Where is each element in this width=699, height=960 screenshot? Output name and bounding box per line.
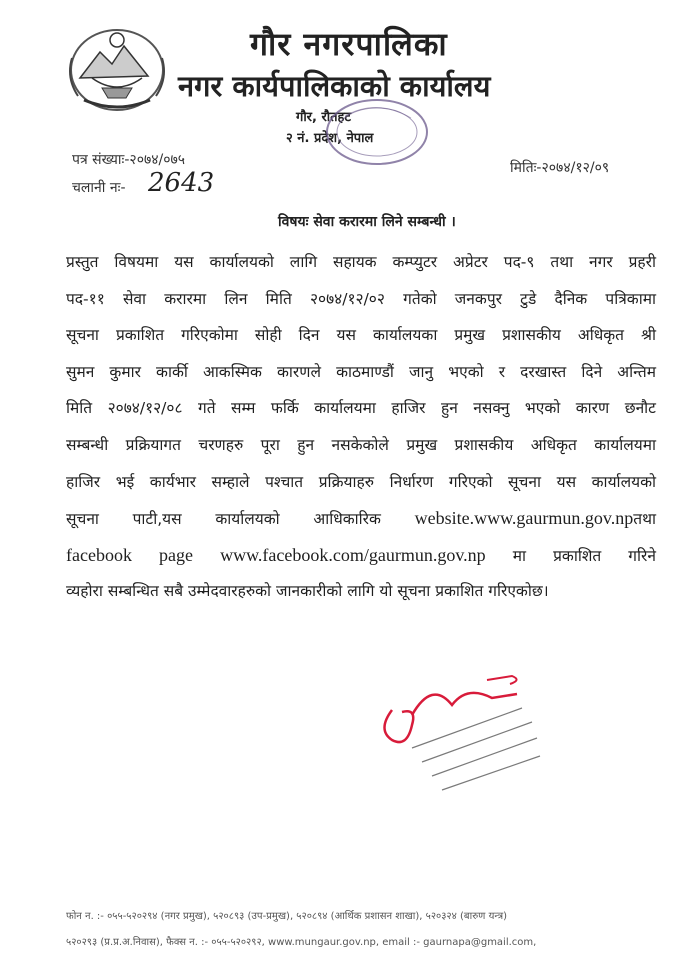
body-line: सुमन कुमार कार्की आकस्मिक कारणले काठमाण्डौं जानु भएको र दरखास्त दिने अन्तिम — [66, 362, 656, 381]
municipality-title: गौर नगरपालिका — [250, 25, 448, 63]
dispatch-number: 2643 — [148, 168, 215, 198]
body-line: प्रस्तुत विषयमा यस कार्यालयको लागि सहायक कम्प्युटर अप्रेटर पद-९ तथा नगर प्रहरी — [66, 253, 656, 271]
office-stamp — [305, 96, 435, 168]
nepal-emblem-icon — [62, 18, 172, 116]
body-line: facebook page www.facebook.com/gaurmun.gov.np मा प्रकाशित गरिने — [66, 544, 656, 565]
dispatch-label: चलानी नः- — [72, 180, 126, 196]
letter-number: पत्र संख्याः-२०७४/०७५ — [72, 152, 186, 168]
body-line: सूचना पाटी,यस कार्यालयको आधिकारिक website.www.gaurmun.gov.npतथा — [66, 508, 656, 529]
body-line: मिति २०७४/१२/०८ गते सम्म फर्कि कार्यालयमा हाजिर हुन नसक्नु भएको कारण छनौट — [66, 399, 656, 418]
body-line: व्यहोरा सम्बन्धित सबै उम्मेदवारहरुको जानकारीको लागि यो सूचना प्रकाशित गरिएकोछ। — [66, 582, 549, 601]
office-location: गौर, रौतहट — [296, 110, 352, 125]
letter-date: मितिः-२०७४/१२/०९ — [510, 160, 610, 176]
office-province: २ नं. प्रदेश, नेपाल — [286, 131, 374, 146]
office-title: नगर कार्यपालिकाको कार्यालय — [178, 69, 491, 103]
body-line: सूचना प्रकाशित गरिएकोमा सोही दिन यस कार्यालयका प्रमुख प्रशासकीय अधिकृत श्री — [66, 326, 656, 345]
body-line: सम्बन्धी प्रक्रियागत चरणहरु पूरा हुन नसकेकोले प्रमुख प्रशासकीय अधिकृत कार्यालयमा — [66, 435, 656, 454]
body-line: हाजिर भई कार्यभार सम्हाले पश्चात प्रक्रियाहरु निर्धारण गरिएको सूचना यस कार्यालयको — [66, 472, 656, 491]
letter-subject: विषयः सेवा करारमा लिने सम्बन्धी । — [278, 214, 456, 230]
footer-contact-web: ५२०२९३ (प्र.प्र.अ.निवास), फैक्स न. :- ०५५-५२०२९२, www.mungaur.gov.np, email :- gaurnapa@gmail.com, — [66, 937, 537, 948]
signature — [372, 670, 542, 800]
body-line: पद-११ सेवा करारमा लिन मिति २०७४/१२/०२ गतेको जनकपुर टुडे दैनिक पत्रिकामा — [66, 289, 656, 308]
letter-body — [66, 244, 656, 610]
footer-contact-phones: फोन न. :- ०५५-५२०२९४ (नगर प्रमुख), ५२०८९३ (उप-प्रमुख), ५२०८९४ (आर्थिक प्रशासन शाखा), ५२०३२४ (बारुण यन्त्र) — [66, 911, 508, 922]
